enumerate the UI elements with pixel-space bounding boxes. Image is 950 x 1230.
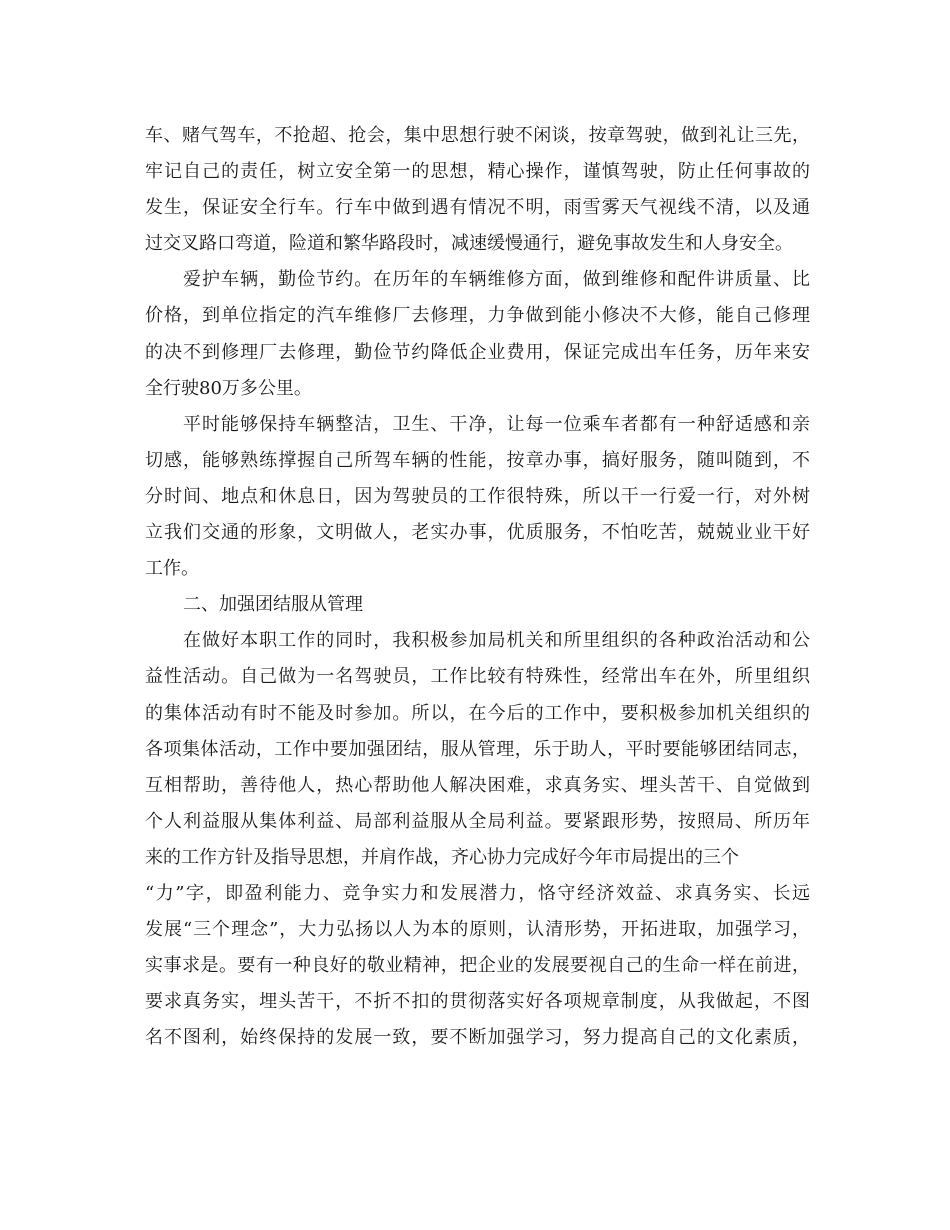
- text-line: 切感，能够熟练撑握自己所驾车辆的性能，按章办事，搞好服务，随叫随到，不: [145, 449, 810, 471]
- text-line: 的决不到修理厂去修理，勤俭节约降低企业费用，保证完成出车任务，历年来安: [145, 341, 810, 363]
- text-line: 车、赌气驾车，不抢超、抢会，集中思想行驶不闲谈，按章驾驶，做到礼让三先，: [145, 125, 810, 146]
- text-line: 全行驶80万多公里。: [145, 377, 312, 399]
- text-line: 分时间、地点和休息日，因为驾驶员的工作很特殊，所以干一行爱一行，对外树: [145, 485, 810, 507]
- text-line: 来的工作方针及指导思想，并肩作战，齐心协力完成好今年市局提出的三个: [145, 846, 739, 868]
- paragraph-start-line: 在做好本职工作的同时，我积极参加局机关和所里组织的各种政治活动和公: [183, 630, 810, 652]
- text-line: 要求真务实，埋头苦干，不折不扣的贯彻落实好各项规章制度，从我做起，不图: [145, 991, 810, 1013]
- text-line: 牢记自己的责任，树立安全第一的思想，精心操作，谨慎驾驶，防止任何事故的: [145, 161, 810, 183]
- text-line: 工作。: [145, 558, 199, 580]
- document-body: [145, 118, 810, 1056]
- text-line: 各项集体活动，工作中要加强团结，服从管理，乐于助人，平时要能够团结同志，: [145, 738, 810, 760]
- text-line: 发展“三个理念”，大力弘扬以人为本的原则，认清形势，开拓进取，加强学习，: [145, 919, 810, 941]
- text-line: 立我们交通的形象，文明做人，老实办事，优质服务，不怕吃苦，兢兢业业干好: [145, 522, 810, 544]
- text-line: “力”字，即盈利能力、竞争实力和发展潜力，恪守经济效益、求真务实、长远: [145, 882, 810, 904]
- paragraph-start-line: 平时能够保持车辆整洁，卫生、干净，让每一位乘车者都有一种舒适感和亲: [183, 413, 810, 435]
- text-line: 实事求是。要有一种良好的敬业精神，把企业的发展要视自己的生命一样在前进，: [145, 955, 810, 977]
- text-line: 个人利益服从集体利益、局部利益服从全局利益。要紧跟形势，按照局、所历年: [145, 810, 810, 832]
- text-line: 价格，到单位指定的汽车维修厂去修理，力争做到能小修决不大修，能自己修理: [145, 305, 810, 327]
- text-line: 发生，保证安全行车。行车中做到遇有情况不明，雨雪雾天气视线不清，以及通: [145, 197, 810, 219]
- text-line: 过交叉路口弯道，险道和繁华路段时，减速缓慢通行，避免事故发生和人身安全。: [145, 233, 793, 255]
- text-line: 名不图利，始终保持的发展一致，要不断加强学习，努力提高自己的文化素质，: [145, 1027, 810, 1049]
- paragraph-start-line: 爱护车辆，勤俭节约。在历年的车辆维修方面，做到维修和配件讲质量、比: [183, 269, 810, 291]
- text-line: 的集体活动有时不能及时参加。所以，在今后的工作中，要积极参加机关组织的: [145, 702, 810, 724]
- text-line: 互相帮助，善待他人，热心帮助他人解决困难，求真务实、埋头苦干、自觉做到: [145, 774, 810, 796]
- text-line: 益性活动。自己做为一名驾驶员，工作比较有特殊性，经常出车在外，所里组织: [145, 666, 810, 688]
- section-heading: 二、加强团结服从管理: [183, 594, 363, 616]
